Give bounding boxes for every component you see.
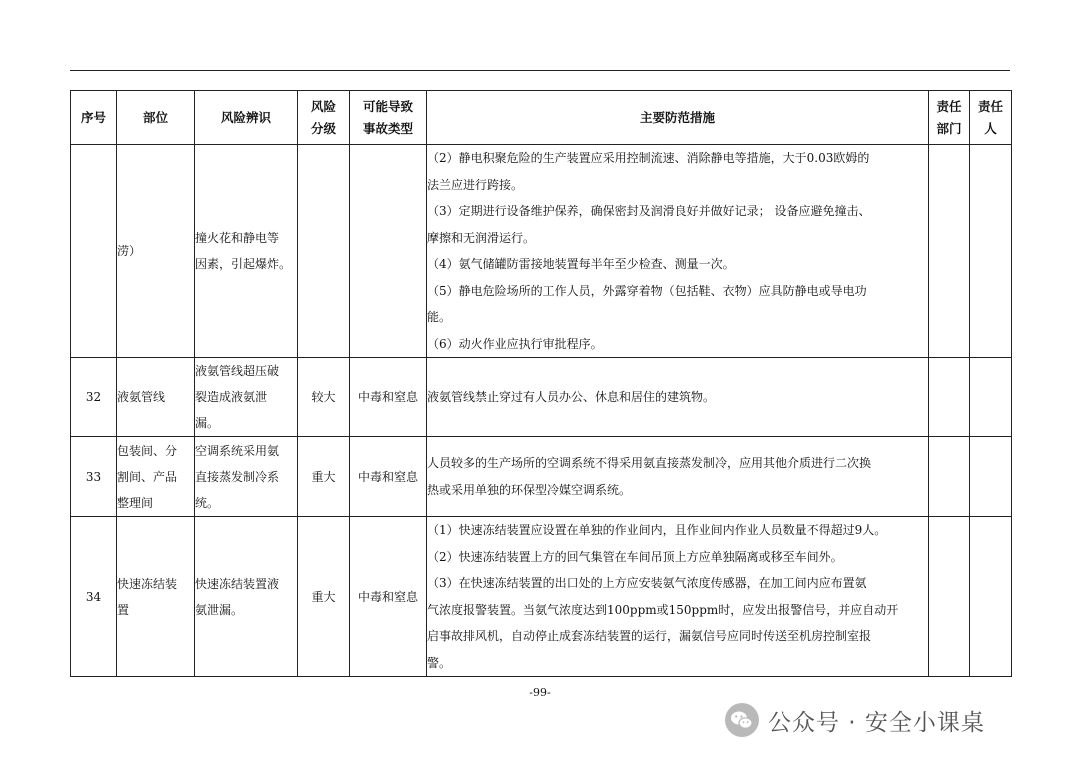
person-cell	[970, 437, 1012, 517]
header-seq: 序号	[71, 91, 117, 145]
measures-cell: （2）静电积聚危险的生产装置应采用控制流速、消除静电等措施，大于0.03欧姆的 法兰应进行跨接。 （3）定期进行设备维护保养，确保密封及润滑良好并做好记录； 设备应避免撞击、 摩擦和无润滑运行。 （4）氨气储罐防雷接地装置每半年至少检查、测量一次。 （5）静电危险场所的工作人员，外露穿着物（包括鞋、衣物）应具防静电或导电功 能。 （6）动火作业应执行审批程序。	[427, 145, 929, 358]
watermark	[724, 702, 985, 738]
location-cell: 涝）	[117, 145, 195, 358]
table-row	[71, 437, 1012, 517]
location-cell: 包装间、分 割间、产品 整理间	[117, 437, 195, 517]
watermark-text: 公众号 · 安全小课桌	[768, 709, 985, 736]
header-location: 部位	[117, 91, 195, 145]
measures-cell: （1）快速冻结装置应设置在单独的作业间内，且作业间内作业人员数量不得超过9人。 （2）快速冻结装置上方的回气集管在车间吊顶上方应单独隔离或移至车间外。 （3）在快速冻结装置的出口处的上方应安装氨气浓度传感器，在加工间内应布置氨 气浓度报警装置。当氨气浓度达到100ppm或150ppm时，应发出报警信号，并应自动开 启事故排风机，自动停止成套冻结装置的运行，漏氨信号应同时传送至机房控制室报 警。	[427, 517, 929, 677]
location-cell: 液氨管线	[117, 358, 195, 437]
page-number: -99-	[529, 686, 551, 699]
measures-cell: 人员较多的生产场所的空调系统不得采用氨直接蒸发制冷，应用其他介质进行二次换 热或采用单独的环保型冷媒空调系统。	[427, 437, 929, 517]
table-header-row	[71, 91, 1012, 145]
header-dept: 责任 部门	[929, 91, 970, 145]
seq-cell	[71, 145, 117, 358]
risk-cell: 液氨管线超压破 裂造成液氨泄 漏。	[195, 358, 298, 437]
grade-cell: 重大	[298, 437, 350, 517]
header-measures: 主要防范措施	[427, 91, 929, 145]
risk-table	[70, 90, 1012, 677]
header-accident: 可能导致 事故类型	[350, 91, 427, 145]
header-person: 责任 人	[970, 91, 1012, 145]
dept-cell	[929, 358, 970, 437]
header-risk: 风险辨识	[195, 91, 298, 145]
table-row	[71, 358, 1012, 437]
risk-cell: 快速冻结装置液 氨泄漏。	[195, 517, 298, 677]
seq-cell: 32	[71, 358, 117, 437]
accident-cell: 中毒和窒息	[350, 358, 427, 437]
risk-cell: 空调系统采用氨 直接蒸发制冷系 统。	[195, 437, 298, 517]
accident-cell: 中毒和窒息	[350, 437, 427, 517]
seq-cell: 33	[71, 437, 117, 517]
wechat-icon	[724, 702, 760, 738]
header-rule	[70, 70, 1010, 71]
seq-cell: 34	[71, 517, 117, 677]
person-cell	[970, 517, 1012, 677]
person-cell	[970, 358, 1012, 437]
grade-cell: 重大	[298, 517, 350, 677]
dept-cell	[929, 517, 970, 677]
header-grade: 风险 分级	[298, 91, 350, 145]
accident-cell	[350, 145, 427, 358]
person-cell	[970, 145, 1012, 358]
dept-cell	[929, 145, 970, 358]
table-row	[71, 145, 1012, 358]
accident-cell: 中毒和窒息	[350, 517, 427, 677]
dept-cell	[929, 437, 970, 517]
risk-cell: 撞火花和静电等 因素，引起爆炸。	[195, 145, 298, 358]
table-row	[71, 517, 1012, 677]
grade-cell	[298, 145, 350, 358]
measures-cell: 液氨管线禁止穿过有人员办公、休息和居住的建筑物。	[427, 358, 929, 437]
grade-cell: 较大	[298, 358, 350, 437]
location-cell: 快速冻结装 置	[117, 517, 195, 677]
